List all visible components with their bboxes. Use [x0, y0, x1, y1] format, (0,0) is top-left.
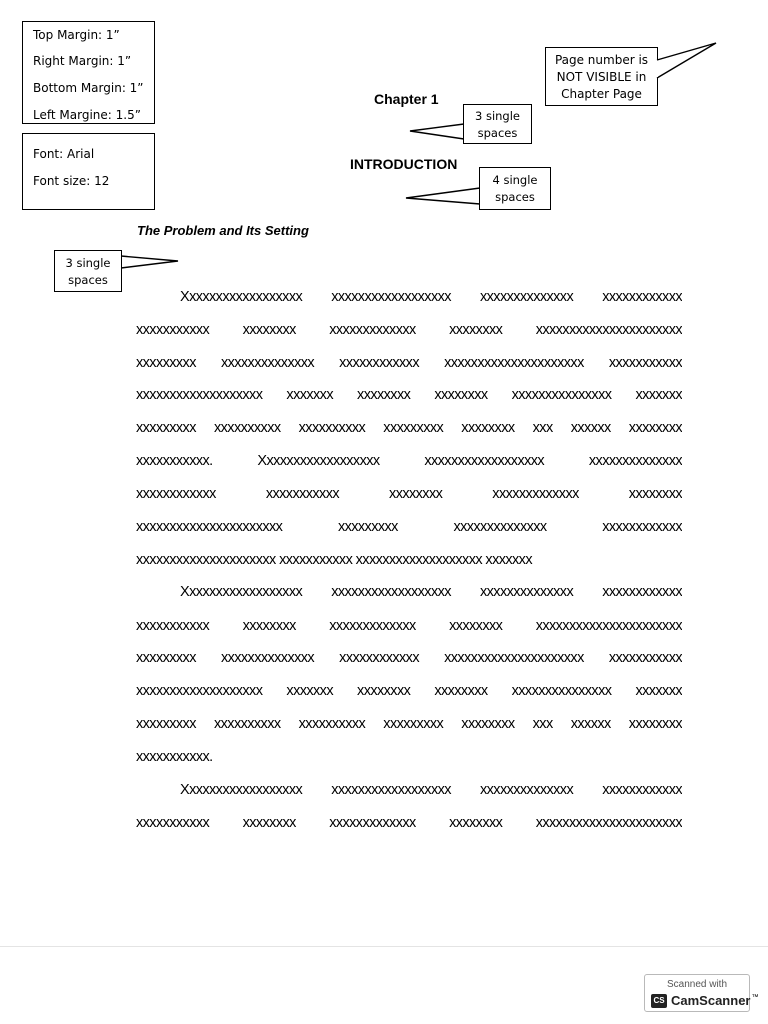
paragraph-line: Xxxxxxxxxxxxxxxxxx xxxxxxxxxxxxxxxxxx xxxxxxxxxxxxxx xxxxxxxxxxxx [180, 289, 682, 305]
paragraph-line: xxxxxxxxxxx xxxxxxxx xxxxxxxxxxxxx xxxxxxxx xxxxxxxxxxxxxxxxxxxxxx [136, 815, 682, 831]
intro-spacing-text: 4 single spaces [492, 173, 538, 204]
watermark-name: CamScanner [671, 993, 751, 1008]
paragraph-line: Xxxxxxxxxxxxxxxxxx xxxxxxxxxxxxxxxxxx xxxxxxxxxxxxxx xxxxxxxxxxxx [180, 782, 682, 798]
subheading-spacing-text: 3 single spaces [65, 256, 111, 287]
chapter-heading: Chapter 1 [374, 91, 439, 107]
paragraph-line: xxxxxxxxxxx. Xxxxxxxxxxxxxxxxxx xxxxxxxxxxxxxxxxxx xxxxxxxxxxxxxx [136, 453, 682, 469]
paragraph-line: xxxxxxxxx xxxxxxxxxx xxxxxxxxxx xxxxxxxxx xxxxxxxx xxx xxxxxx xxxxxxxx [136, 716, 682, 732]
page-divider [0, 946, 768, 947]
watermark-row [651, 993, 758, 1008]
bottom-margin-label: Bottom Margin: 1” [33, 81, 144, 95]
trademark-mark: ™ [751, 994, 759, 1001]
paragraph-line: xxxxxxxxx xxxxxxxxxxxxxx xxxxxxxxxxxx xxxxxxxxxxxxxxxxxxxxx xxxxxxxxxxx [136, 355, 682, 371]
paragraph-line: xxxxxxxxxxxxxxxxxxxxx xxxxxxxxxxx xxxxxxxxxxxxxxxxxxx xxxxxxx [136, 552, 532, 568]
intro-spacing-callout [479, 167, 551, 210]
paragraph-line: Xxxxxxxxxxxxxxxxxx xxxxxxxxxxxxxxxxxx xxxxxxxxxxxxxx xxxxxxxxxxxx [180, 584, 682, 600]
camscanner-watermark [644, 974, 759, 1012]
introduction-heading: INTRODUCTION [350, 156, 458, 172]
paragraph-line: xxxxxxxxxxxx xxxxxxxxxxx xxxxxxxx xxxxxxxxxxxxx xxxxxxxx [136, 486, 682, 502]
paragraph-line: xxxxxxxxxxx xxxxxxxx xxxxxxxxxxxxx xxxxxxxx xxxxxxxxxxxxxxxxxxxxxx [136, 322, 682, 338]
font-size-label: Font size: 12 [33, 174, 110, 188]
section-subheading: The Problem and Its Setting [137, 223, 309, 238]
chapter-spacing-text: 3 single spaces [474, 109, 521, 140]
paragraph-line: xxxxxxxxx xxxxxxxxxxxxxx xxxxxxxxxxxx xxxxxxxxxxxxxxxxxxxxx xxxxxxxxxxx [136, 650, 682, 666]
watermark-top-text: Scanned with [666, 979, 728, 990]
page-number-note-text: Page number is NOT VISIBLE in Chapter Page [554, 53, 649, 101]
paragraph-line: xxxxxxxxx xxxxxxxxxx xxxxxxxxxx xxxxxxxxx xxxxxxxx xxx xxxxxx xxxxxxxx [136, 420, 682, 436]
left-margin-label: Left Margine: 1.5” [33, 108, 141, 122]
subheading-spacing-callout [54, 250, 122, 292]
paragraph-line: xxxxxxxxxxx xxxxxxxx xxxxxxxxxxxxx xxxxxxxx xxxxxxxxxxxxxxxxxxxxxx [136, 618, 682, 634]
paragraph-line: xxxxxxxxxxxxxxxxxxx xxxxxxx xxxxxxxx xxxxxxxx xxxxxxxxxxxxxxx xxxxxxx [136, 683, 682, 699]
camscanner-logo-icon: CS [651, 994, 667, 1008]
paragraph-line: xxxxxxxxxxxxxxxxxxxxxx xxxxxxxxx xxxxxxxxxxxxxx xxxxxxxxxxxx [136, 519, 682, 535]
top-margin-label: Top Margin: 1” [33, 28, 120, 42]
right-margin-label: Right Margin: 1” [33, 54, 132, 68]
chapter-spacing-callout [463, 104, 532, 144]
paragraph-line: xxxxxxxxxxxxxxxxxxx xxxxxxx xxxxxxxx xxxxxxxx xxxxxxxxxxxxxxx xxxxxxx [136, 387, 682, 403]
paragraph-line: xxxxxxxxxxx. [136, 749, 213, 765]
font-label: Font: Arial [33, 147, 95, 161]
